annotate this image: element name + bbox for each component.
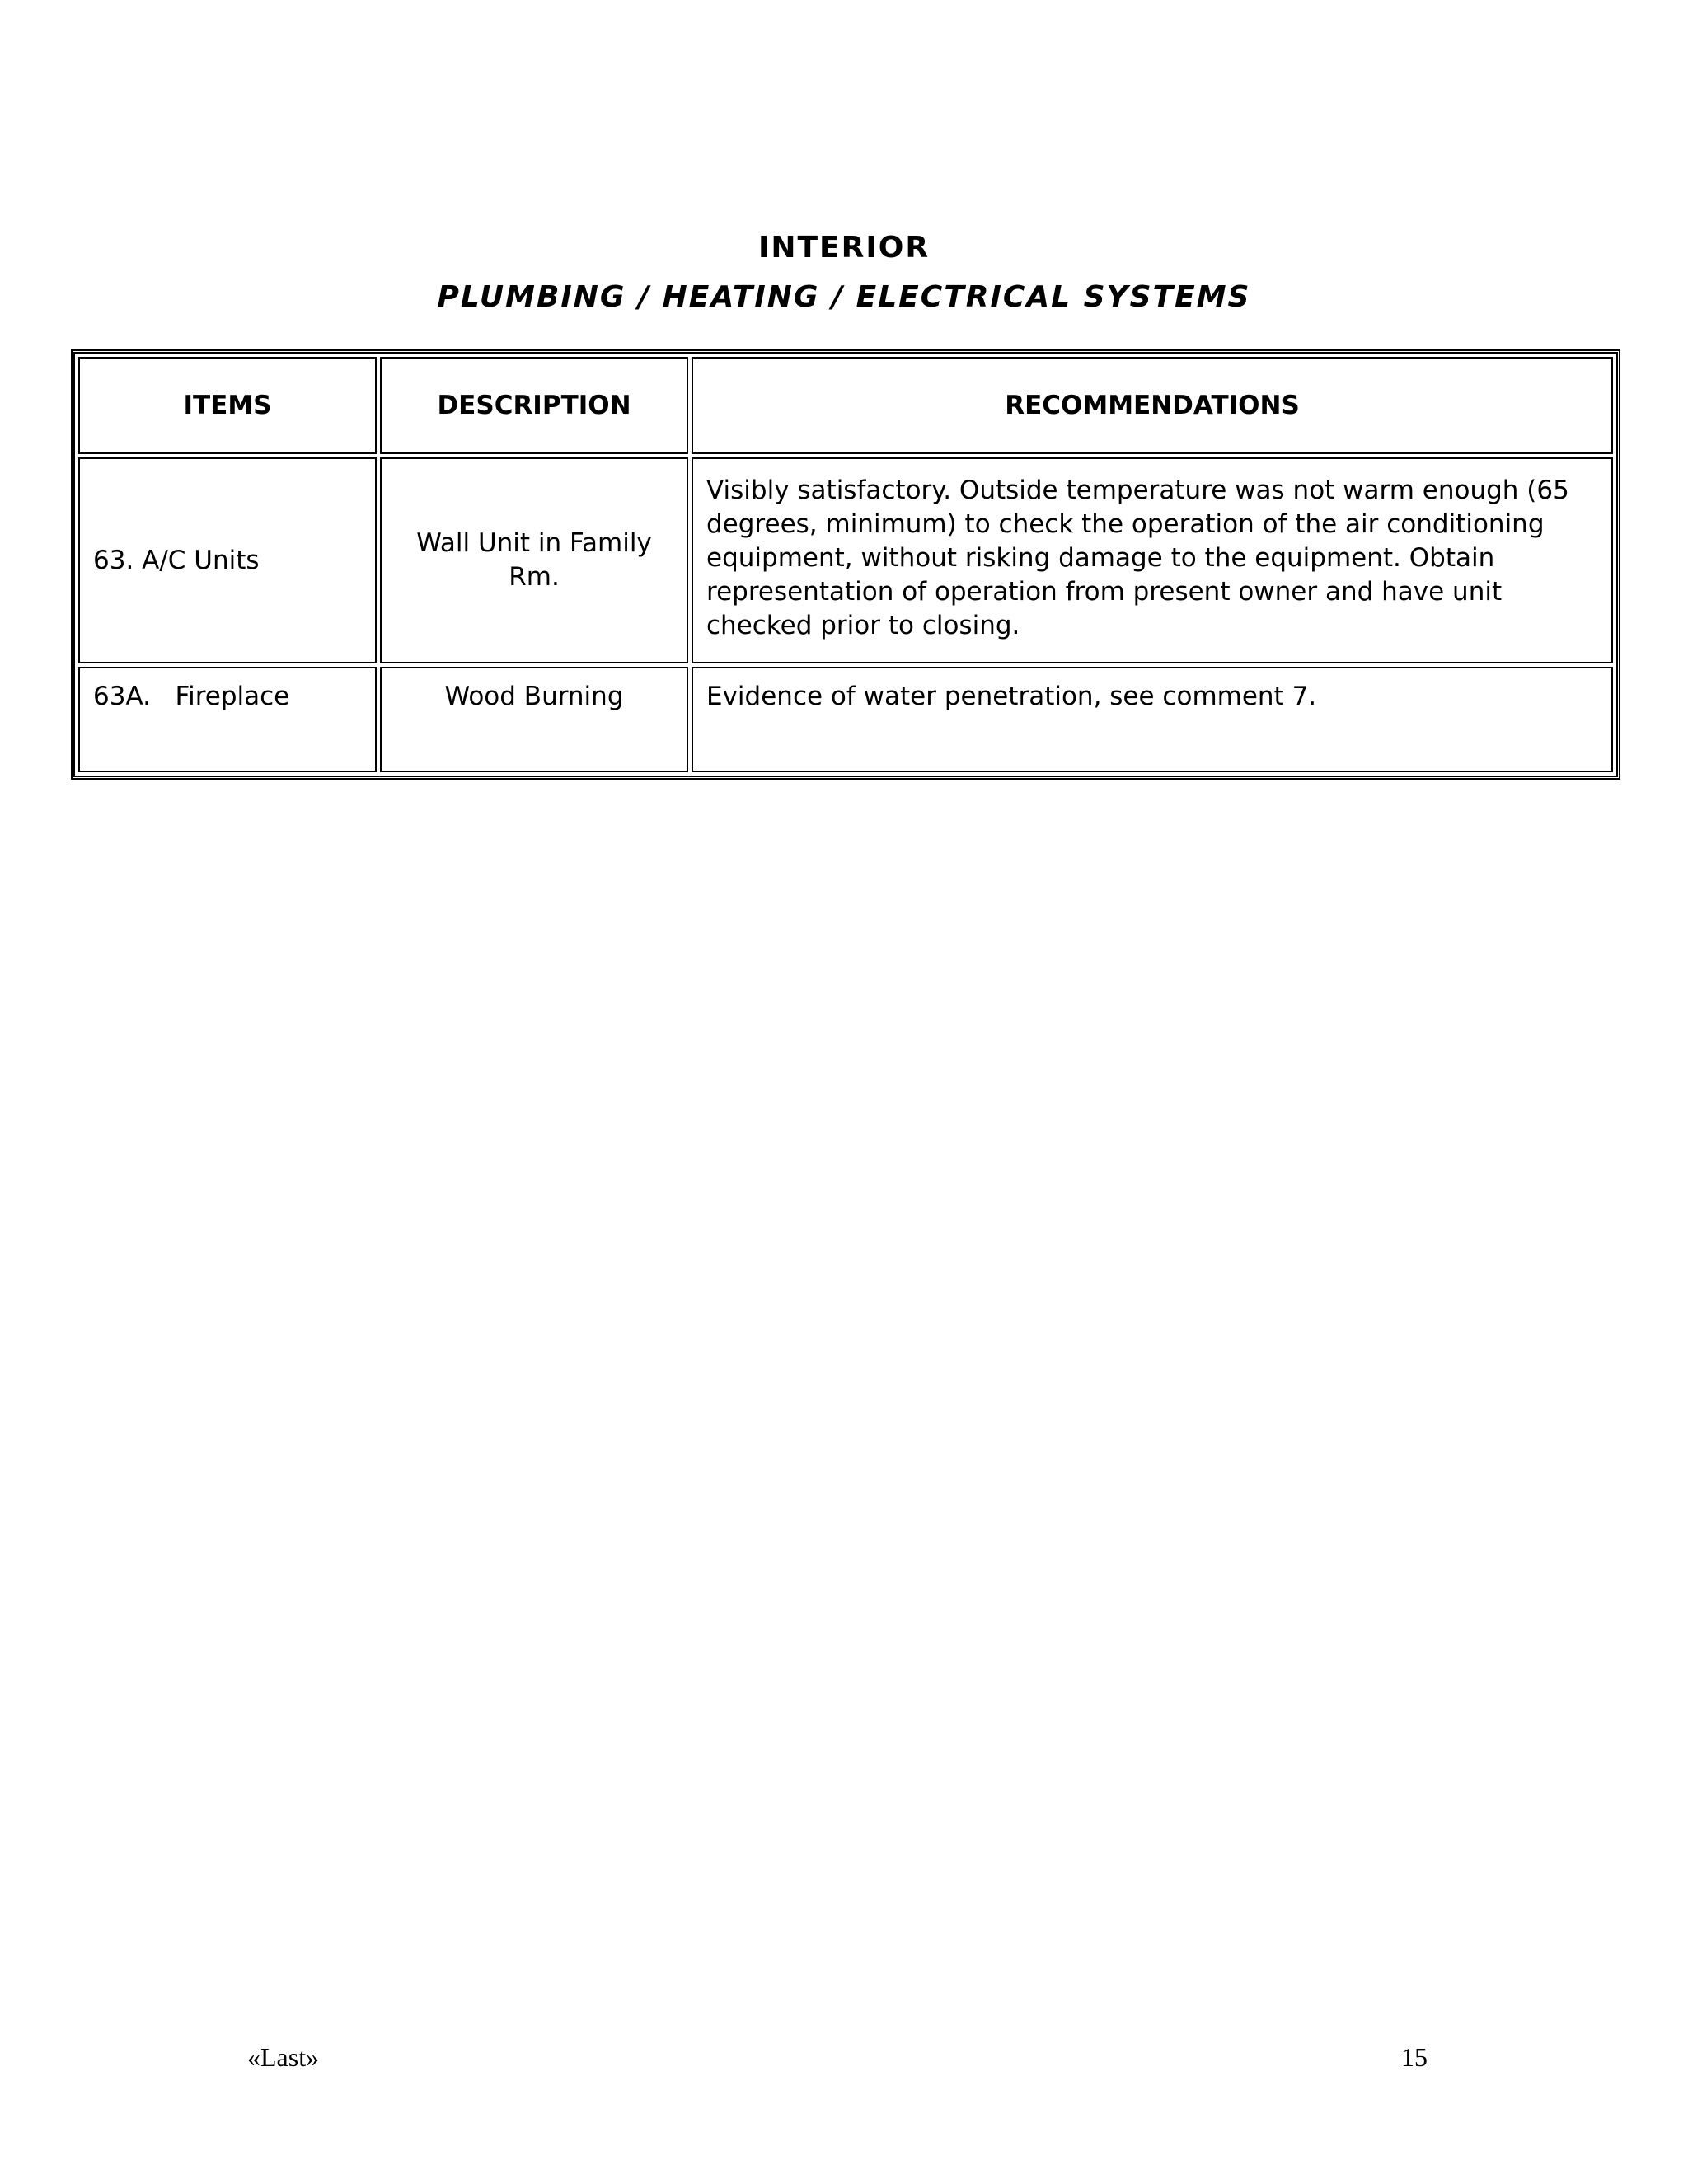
table-row <box>78 457 1613 663</box>
inspection-table <box>71 349 1620 780</box>
description-cell: Wood Burning <box>380 667 688 772</box>
page-title: INTERIOR <box>757 231 931 265</box>
description-cell: Wall Unit in Family Rm. <box>380 457 688 663</box>
page-number: 15 <box>1401 2042 1428 2072</box>
page-subtitle: PLUMBING / HEATING / ELECTRICAL SYSTEMS <box>437 280 1251 314</box>
item-cell: 63A. Fireplace <box>78 667 377 772</box>
column-header-items: ITEMS <box>78 357 377 454</box>
table-header-row <box>78 357 1613 454</box>
item-cell: 63. A/C Units <box>78 457 377 663</box>
table-row <box>78 667 1613 772</box>
column-header-recommendations: RECOMMENDATIONS <box>692 357 1613 454</box>
recommendation-cell: Evidence of water penetration, see comment 7. <box>692 667 1613 772</box>
column-header-description: DESCRIPTION <box>380 357 688 454</box>
recommendation-cell: Visibly satisfactory. Outside temperature was not warm enough (65 degrees, minimum) to check the operation of the air conditioning equipment, without risking damage to the equipment. Obtain representation of operation from present owner and have unit checked prior to closing. <box>692 457 1613 663</box>
footer-last-field: «Last» <box>247 2042 320 2072</box>
